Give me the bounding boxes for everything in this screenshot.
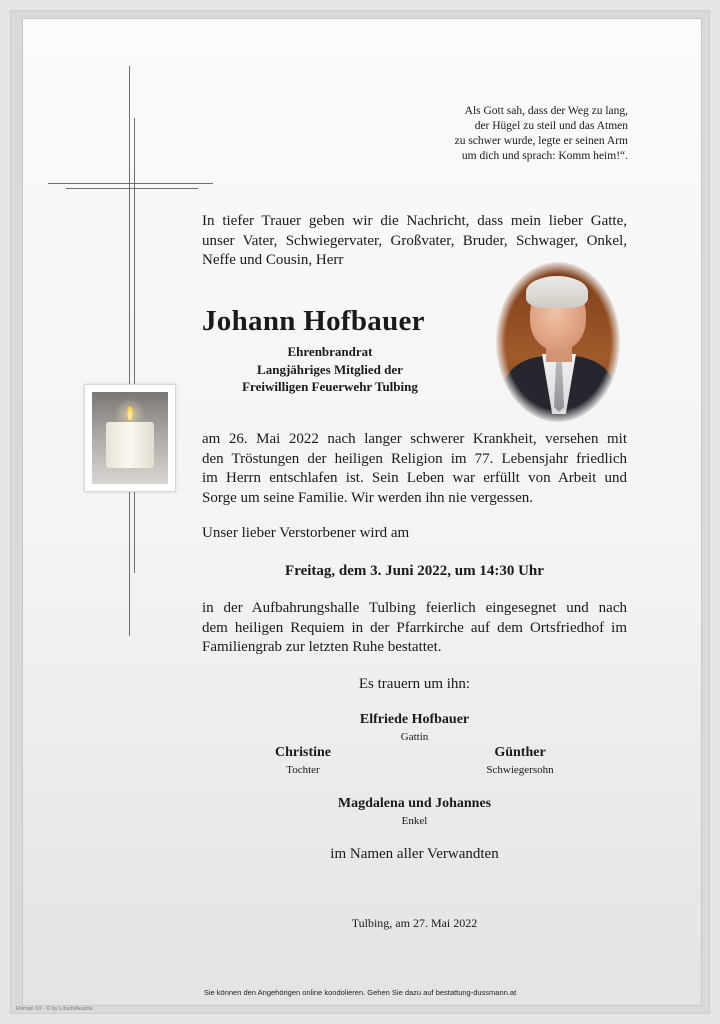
intro-paragraph: In tiefer Trauer geben wir die Nachricht, dass mein lieber Gatte, unser Vater, Schwiegervater, Großvater, Bruder, Schwager, Onkel, Neffe und Cousin, Herr [202,213,627,268]
relatives-line: im Namen aller Verwandten [330,846,499,862]
imprint: Roman 10 - © by Lösch/Austria [16,1006,93,1012]
cross-horizontal-line-inner [66,188,198,189]
candle-image [84,384,176,492]
death-paragraph: am 26. Mai 2022 nach langer schwerer Krankheit, versehen mit den Tröstungen der heiligen Religion im 77. Lebensjahr friedlich im Herrn entschlafen ist. Sein Leben war erfüllt von Arbeit und Sorge um seine Familie. Wir werden ihn nie vergessen. [202,431,627,506]
place-and-date: Tulbing, am 27. Mai 2022 [351,916,478,930]
funeral-announcement: Unser lieber Verstorbener wird am [202,525,410,541]
mourner-wife-name: Elfriede Hofbauer [359,712,470,727]
funeral-date: Freitag, dem 3. Juni 2022, um 14:30 Uhr [285,563,544,579]
mourner-son-in-law-name: Günther [494,745,546,760]
mourner-grandchildren-role: Enkel [401,815,428,827]
candle-flame-icon [127,406,133,420]
mourner-wife-role: Gattin [400,731,429,743]
mourner-son-in-law-role: Schwiegersohn [486,764,554,776]
ceremony-paragraph: in der Aufbahrungshalle Tulbing feierlich eingesegnet und nach dem heiligen Requiem in der Pfarrkirche auf dem Ortsfriedhof im Familiengrab zur letzten Ruhe bestattet. [202,600,627,655]
mourner-grandchildren-name: Magdalena und Johannes [337,796,492,811]
deceased-portrait [496,262,620,422]
deceased-titles: Ehrenbrandrat Langjähriges Mitglied der Freiwilligen Feuerwehr Tulbing [242,344,418,394]
cross-vertical-line-inner [134,118,135,573]
condolence-link-text: Sie können den Angehörigen online kondolieren. Gehen Sie dazu auf bestattung-dussmann.at [203,988,517,997]
mourners-intro: Es trauern um ihn: [358,676,471,692]
mourner-daughter-role: Tochter [286,764,320,776]
cross-horizontal-line [48,183,213,184]
deceased-name: Johann Hofbauer [202,305,425,337]
memorial-quote: Als Gott sah, dass der Weg zu lang, der Hügel zu steil und das Atmen zu schwer wurde, legte er seinen Arm um dich und sprach: Komm heim!“. [454,105,628,162]
mourner-daughter-name: Christine [275,745,331,760]
candle-icon [106,422,154,468]
cross-vertical-line [129,66,130,636]
